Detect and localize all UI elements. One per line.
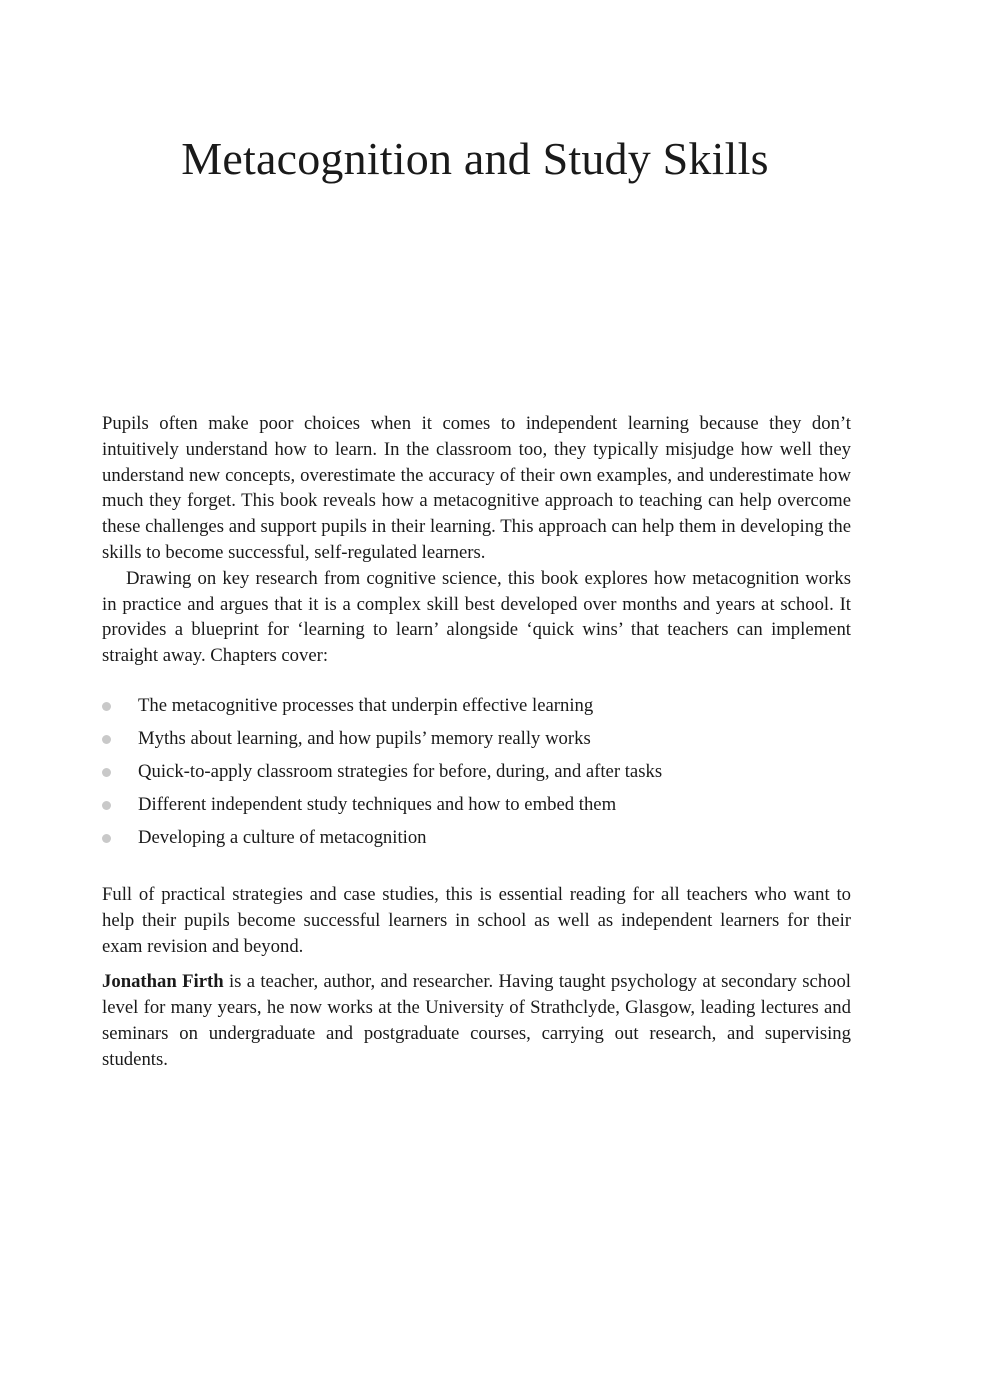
paragraph-spacer [102, 959, 851, 969]
bullet-dot-icon [102, 801, 111, 810]
paragraph-research: Drawing on key research from cognitive science, this book explores how metacognition works in practice and argues that it is a complex skill best developed over months and years at school. It provides a blueprint for ‘learning to learn’ alongside ‘quick wins’ that teachers can implement straight away. Chapters cover: [102, 567, 851, 667]
bullet-dot-icon [102, 834, 111, 843]
list-item-text: The metacognitive processes that underpin effective learning [138, 694, 594, 716]
bullet-dot-icon [102, 768, 111, 777]
list-item [102, 825, 851, 858]
list-item-text: Myths about learning, and how pupils’ memory really works [138, 727, 591, 749]
bullet-dot-icon [102, 735, 111, 744]
list-item [102, 726, 851, 759]
list-item-text: Different independent study techniques and how to embed them [138, 793, 617, 815]
list-item-text: Developing a culture of metacognition [138, 826, 427, 848]
list-item-text: Quick-to-apply classroom strategies for before, during, and after tasks [138, 760, 663, 782]
list-item [102, 792, 851, 825]
author-name: Jonathan Firth [102, 971, 224, 993]
author-bio [102, 969, 851, 1072]
list-item [102, 693, 851, 726]
list-item [102, 759, 851, 792]
author-bio-text: is a teacher, author, and researcher. Having taught psychology at secondary school level for many years, he now works at the University of Strathclyde, Glasgow, leading lectures and seminars on undergraduate and postgraduate courses, carrying out research, and supervising students. [102, 971, 851, 1070]
paragraph-intro: Pupils often make poor choices when it comes to independent learning because they don’t intuitively understand how to learn. In the classroom too, they typically misjudge how well they understand new concepts, overestimate the accuracy of their own examples, and underestimate how much they forget. This book reveals how a metacognitive approach to teaching can help overcome these challenges and support pupils in their learning. This approach can help them in developing the skills to become successful, self-regulated learners. [102, 413, 851, 563]
blurb [102, 411, 851, 1073]
chapter-list [102, 693, 851, 858]
bullet-dot-icon [102, 702, 111, 711]
book-title: Metacognition and Study Skills [181, 133, 769, 184]
paragraph-summary: Full of practical strategies and case studies, this is essential reading for all teachers who want to help their pupils become successful learners in school as well as independent learners for their exam revision and beyond. [102, 883, 851, 957]
